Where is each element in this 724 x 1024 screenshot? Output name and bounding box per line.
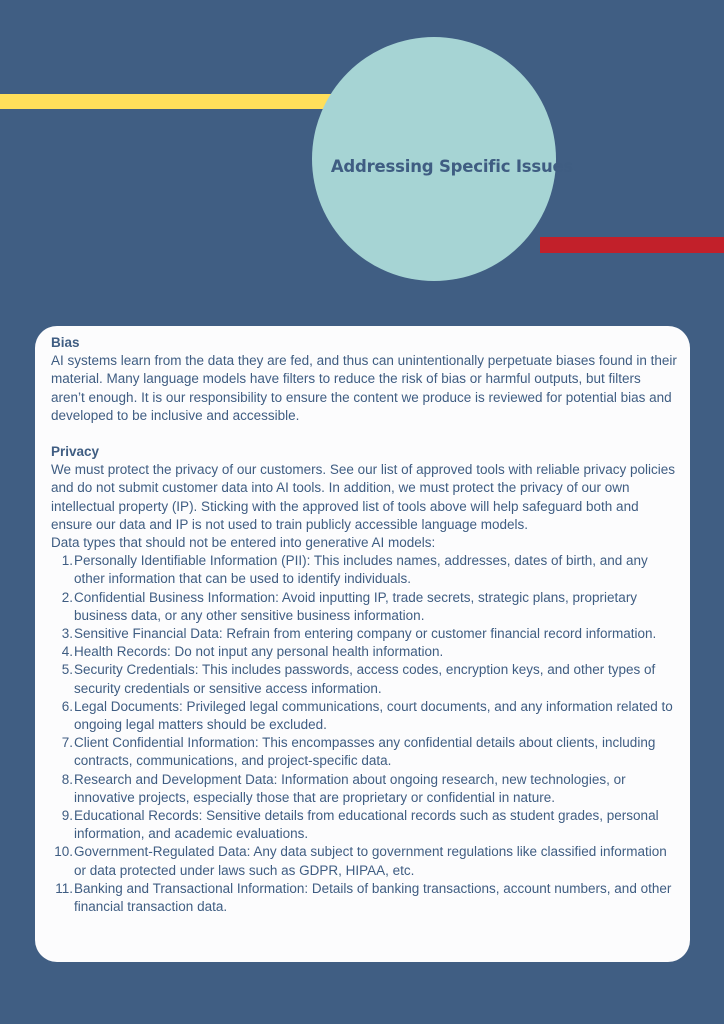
list-item bbox=[51, 880, 678, 916]
list-item bbox=[51, 771, 678, 807]
list-item bbox=[51, 643, 678, 661]
list-item-number: 11. bbox=[55, 880, 73, 896]
list-item-number: 4. bbox=[61, 644, 73, 660]
list-item-text: Security Credentials: This includes passwords, access codes, encryption keys, and other types of security credentials or sensitive access information. bbox=[74, 662, 656, 696]
list-item-text: Health Records: Do not input any personal health information. bbox=[74, 644, 444, 660]
list-item bbox=[51, 734, 678, 770]
list-item bbox=[51, 843, 678, 879]
list-item-text: Government-Regulated Data: Any data subject to government regulations like classified information or data protected under laws such as GDPR, HIPAA, etc. bbox=[74, 844, 667, 878]
privacy-list-intro: Data types that should not be entered into generative AI models: bbox=[51, 535, 436, 551]
list-item-number: 7. bbox=[61, 735, 73, 751]
list-item-number: 3. bbox=[61, 626, 73, 642]
list-item bbox=[51, 698, 678, 734]
list-item-text: Legal Documents: Privileged legal communications, court documents, and any information related to ongoing legal matters should be excluded. bbox=[74, 698, 673, 733]
list-item bbox=[51, 589, 678, 625]
list-item-text: Client Confidential Information: This encompasses any confidential details about clients, including contracts, communications, and project-specific data. bbox=[74, 735, 656, 769]
list-item-number: 8. bbox=[61, 771, 73, 787]
list-item bbox=[51, 552, 678, 588]
list-item-number: 1. bbox=[61, 553, 73, 569]
list-item-number: 5. bbox=[61, 662, 73, 678]
list-item-text: Confidential Business Information: Avoid inputting IP, trade secrets, strategic plans, proprietary business data, or any other sensitive business information. bbox=[74, 589, 638, 623]
content-card bbox=[35, 326, 690, 962]
section-spacer bbox=[51, 425, 678, 443]
list-item-text: Educational Records: Sensitive details from educational records such as student grades, personal information, and academic evaluations. bbox=[74, 808, 659, 842]
bias-title: Bias bbox=[51, 335, 80, 350]
list-item-text: Personally Identifiable Information (PII): This includes names, addresses, dates of birth, and any other information that can be used to identify individuals. bbox=[74, 553, 648, 587]
list-item bbox=[51, 625, 678, 643]
data-types-list bbox=[51, 552, 678, 916]
bias-body: AI systems learn from the data they are fed, and thus can unintentionally perpetuate biases found in their material. Many language models have filters to reduce the risk of bias or harmful outputs, but filters aren’t enough. It is our responsibility to ensure the content we produce is reviewed for potential bias and developed to be inclusive and accessible. bbox=[51, 353, 677, 423]
list-item bbox=[51, 807, 678, 843]
list-item-number: 9. bbox=[61, 808, 73, 824]
page-title: Addressing Specific Issues bbox=[330, 157, 574, 176]
privacy-title: Privacy bbox=[51, 444, 100, 460]
list-item-text: Sensitive Financial Data: Refrain from entering company or customer financial record information. bbox=[74, 626, 657, 642]
privacy-body: We must protect the privacy of our customers. See our list of approved tools with reliable privacy policies and do not submit customer data into AI tools. In addition, we must protect the privacy of our own intellectual property (IP). Sticking with the approved list of tools above will help safeguard both and ensure our data and IP is not used to train publicly accessible language models. bbox=[51, 462, 676, 532]
list-item-text: Banking and Transactional Information: Details of banking transactions, account numbers, and other financial transaction data. bbox=[74, 880, 672, 915]
red-accent-stripe bbox=[540, 237, 724, 253]
list-item-number: 2. bbox=[61, 589, 73, 605]
list-item-number: 6. bbox=[61, 698, 73, 714]
list-item-text: Research and Development Data: Information about ongoing research, new technologies, or innovative projects, especially those that are proprietary or confidential in nature. bbox=[74, 771, 626, 805]
list-item-number: 10. bbox=[54, 844, 73, 860]
yellow-accent-stripe bbox=[0, 94, 350, 109]
list-item bbox=[51, 661, 678, 697]
